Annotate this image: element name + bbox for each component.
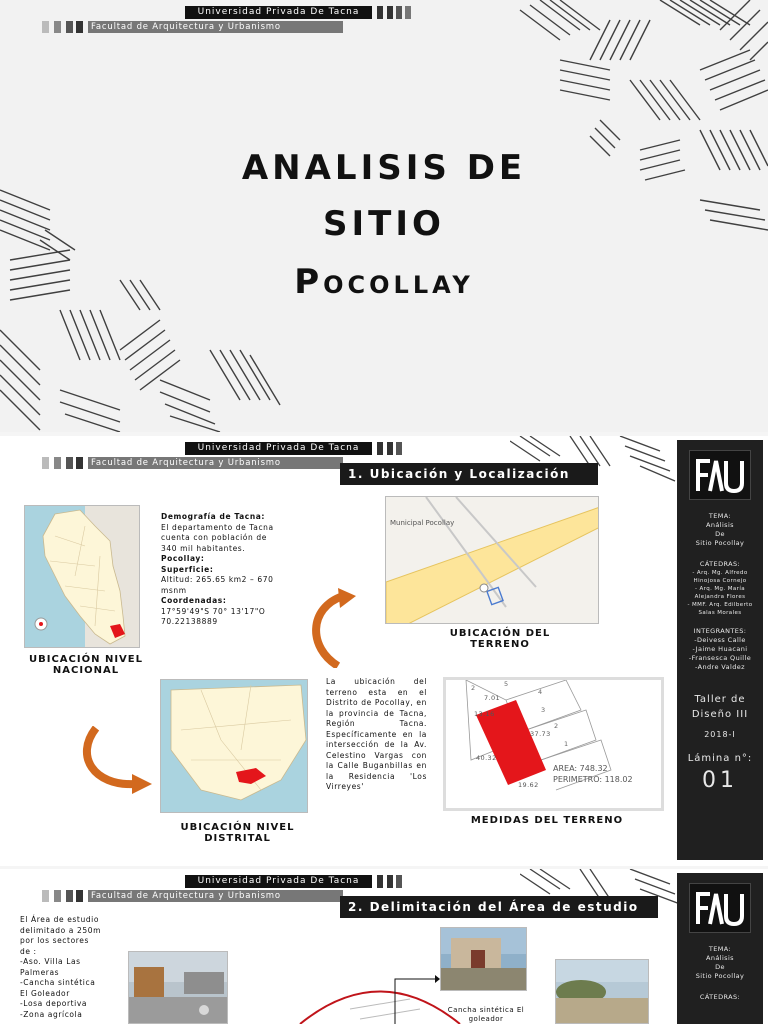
catedra-item: Salas Morales — [698, 610, 742, 616]
demography-block — [161, 512, 311, 628]
curved-arrow-icon — [74, 726, 154, 796]
course-line: Taller de — [694, 694, 746, 705]
text-line: -Zona agrícola — [20, 1009, 83, 1019]
map-street-label: Municipal Pocollay — [390, 519, 455, 527]
university-banner: Universidad Privada De Tacna — [185, 875, 372, 888]
text-line: El Área de estudio — [20, 915, 100, 924]
info-sidebar — [677, 440, 763, 860]
year: 2018-I — [704, 730, 736, 739]
demography-line: El departamento de Tacna — [161, 522, 274, 532]
banner-square — [377, 442, 383, 455]
district-map — [160, 679, 308, 813]
terrain-map — [385, 496, 599, 624]
street-photo — [128, 951, 228, 1024]
plan-dimension: 37.73 — [530, 730, 551, 738]
peru-map-graphic — [25, 506, 140, 648]
tema-value: De — [715, 963, 725, 971]
banner-square — [66, 890, 73, 902]
banner-square — [66, 457, 73, 469]
integrantes-label: INTEGRANTES: — [693, 627, 747, 635]
tema-value: Análisis — [706, 954, 734, 962]
tema-label: TEMA: — [708, 945, 732, 953]
text-line: delimitado a 250m — [20, 925, 102, 935]
banner-square — [54, 457, 61, 469]
lot-number: 5 — [504, 680, 509, 688]
demography-line: Altitud: 265.65 km2 – 670 — [161, 575, 274, 584]
banner-square — [54, 890, 61, 902]
label-measures: MEDIDAS DEL TERRENO — [470, 815, 624, 826]
curved-arrow-icon — [308, 588, 358, 668]
faculty-logo — [689, 450, 751, 500]
faculty-banner: Facultad de Arquitectura y Urbanismo — [88, 457, 343, 469]
demography-line: Pocollay: — [161, 554, 205, 563]
text-line: El Goleador — [20, 988, 70, 998]
text-line: de : — [20, 946, 37, 956]
pointer-arrow-icon — [385, 974, 440, 1024]
street-map-graphic — [386, 497, 599, 624]
catedra-item: - Arq. Mg. Alfredo — [692, 570, 748, 576]
plan-dimension: 7.01 — [484, 694, 501, 702]
section-title: 1. Ubicación y Localización — [340, 463, 598, 485]
lot-number: 3 — [541, 706, 546, 714]
terrain-plan — [443, 677, 664, 811]
catedra-item: Alejandra Flores — [694, 594, 746, 600]
banner-square — [76, 890, 83, 902]
banner-square — [76, 457, 83, 469]
location-slide — [0, 436, 768, 866]
section-title: 2. Delimitación del Área de estudio — [340, 896, 658, 918]
catedra-item: Hinojosa Cornejo — [693, 578, 747, 584]
tacna-map-graphic — [161, 680, 308, 813]
info-sidebar — [677, 873, 763, 1024]
plan-dimension: 13.16 — [474, 710, 495, 718]
tema-label: TEMA: — [708, 512, 732, 520]
cover-title-line3: Pocollay — [294, 262, 474, 302]
banner-square — [387, 875, 393, 888]
demography-line: msnm — [161, 585, 187, 595]
integrante-item: -Deivess Calle — [694, 636, 746, 644]
plan-dimension: 40.32 — [476, 754, 497, 762]
demography-line: Superficie: — [161, 564, 214, 574]
demography-line: 340 mil habitantes. — [161, 543, 246, 553]
integrante-item: -Fransesca Quille — [688, 654, 752, 662]
banner-square — [66, 21, 73, 33]
demography-line: 70.22138889 — [161, 617, 218, 626]
faculty-banner: Facultad de Arquitectura y Urbanismo — [88, 21, 343, 33]
cover-title-line1: ANALISIS DE — [241, 148, 527, 188]
university-banner: Universidad Privada De Tacna — [185, 6, 372, 19]
text-line: por los sectores — [20, 936, 89, 945]
banner-square — [377, 875, 383, 888]
lot-number: 2 — [471, 684, 476, 692]
fau-logo-icon — [690, 451, 750, 499]
catedras-label: CÁTEDRAS: — [699, 560, 741, 568]
fau-logo-icon — [690, 884, 750, 932]
catedra-item: - Arq. Mg. María — [694, 586, 746, 592]
text-line: Palmeras — [20, 967, 60, 977]
text-line: -Aso. Villa Las — [20, 957, 81, 966]
banner-square — [54, 21, 61, 33]
banner-square — [42, 890, 49, 902]
tema-value: De — [715, 530, 725, 538]
faculty-banner: Facultad de Arquitectura y Urbanismo — [88, 890, 343, 902]
demography-line: 17°59'49"S 70° 13'17"O — [161, 606, 266, 616]
course-line: Diseño III — [691, 709, 749, 720]
banner-square — [76, 21, 83, 33]
lot-number: 4 — [538, 688, 543, 696]
location-description: La ubicación del terreno esta en el Distrito de Pocollay, en la provincia de Tacna, Región Tacna. Específicamente en la intersección de la Av. Celestino Vargas con la Calle Buganbillas en la Residencia 'Los Virreyes' — [326, 677, 427, 791]
agricultural-zone-photo — [555, 959, 649, 1024]
photo-caption: Cancha sintética El goleador — [447, 1006, 525, 1023]
banner-square — [396, 442, 402, 455]
university-banner: Universidad Privada De Tacna — [185, 442, 372, 455]
plan-perimeter: PERIMETRO: 118.02 — [553, 775, 633, 784]
national-map — [24, 505, 140, 648]
label-terrain: UBICACIÓN DEL TERRENO — [449, 628, 551, 650]
banner-square — [387, 442, 393, 455]
banner-square — [42, 21, 49, 33]
catedra-item: - MMF. Arq. Edilberto — [687, 602, 753, 608]
demography-line: Demografía de Tacna: — [161, 512, 266, 521]
study-area-slide — [0, 869, 768, 1024]
cover-slide — [0, 0, 768, 432]
demography-line: cuenta con población de — [161, 533, 267, 542]
tema-value: Sitio Pocollay — [695, 972, 745, 980]
study-area-text — [20, 915, 130, 1020]
tema-value: Sitio Pocollay — [695, 539, 745, 547]
sheet-label: Lámina n°: — [687, 753, 753, 764]
plan-area: AREA: 748.32 — [553, 764, 608, 773]
label-national: UBICACIÓN NIVEL NACIONAL — [29, 654, 143, 676]
banner-square — [396, 6, 402, 19]
banner-square — [387, 6, 393, 19]
study-area-boundary — [290, 969, 470, 1024]
agricultural-zone-graphic — [556, 960, 649, 1024]
sheet-number: 01 — [702, 768, 738, 793]
integrante-item: -Andre Valdez — [695, 663, 745, 671]
text-line: -Losa deportiva — [20, 999, 88, 1008]
faculty-logo — [689, 883, 751, 933]
text-line: -Cancha sintética — [20, 978, 96, 987]
demography-line: Coordenadas: — [161, 596, 227, 605]
catedras-label: CÁTEDRAS: — [699, 993, 741, 1001]
banner-square — [42, 457, 49, 469]
integrante-item: -Jaime Huacani — [692, 645, 748, 653]
plan-dimension: 19.62 — [518, 781, 539, 789]
tema-value: Análisis — [706, 521, 734, 529]
banner-square — [396, 875, 402, 888]
lot-number: 2 — [554, 722, 559, 730]
street-photo-graphic — [129, 952, 228, 1024]
lot-number: 1 — [564, 740, 569, 748]
cover-title-line2: SITIO — [323, 204, 445, 244]
label-district: UBICACIÓN NIVEL DISTRITAL — [180, 822, 295, 844]
plot-plan-graphic — [446, 680, 661, 808]
banner-square — [377, 6, 383, 19]
banner-square — [405, 6, 411, 19]
